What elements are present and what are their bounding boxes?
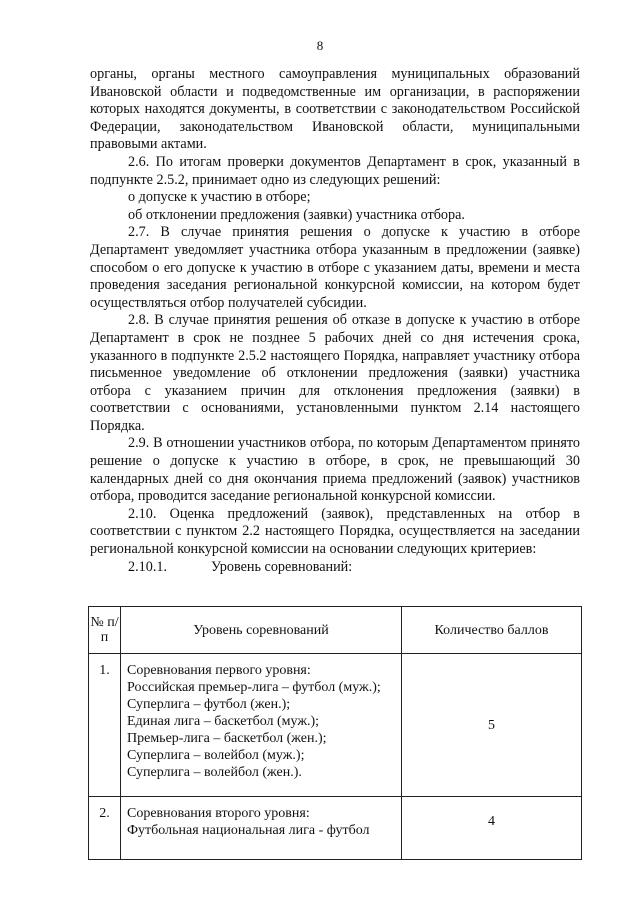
paragraph-2-8: 2.8. В случае принятия решения об отказе в допуске к участию в отборе Департамент в срок не позднее 5 рабочих дней со дня истечения срока, указанного в подпункте 2.5.2 настоящего Порядка, направляет участнику отбора письменное уведомление об отклонении предложения (заявки) участника отбора с указанием причин для отклонения предложения (заявки) в соответствии с основаниями, установленными пунктом 2.14 настоящего Порядка. [90, 312, 580, 434]
row-level-line: Премьер-лига – баскетбол (жен.); [127, 731, 327, 746]
criteria-table [88, 606, 582, 860]
paragraph-continuation: органы, органы местного самоуправления муниципальных образований Ивановской области и подведомственные им организации, в распоряжении которых находятся документы, в соответствии с законодательством Российской Федерации, законодательством Ивановской области, муниципальными правовыми актами. [90, 66, 580, 153]
row-level-line: Суперлига – футбол (жен.); [127, 697, 291, 712]
row-level-line: Суперлига – волейбол (муж.); [127, 748, 305, 763]
paragraph-2-10: 2.10. Оценка предложений (заявок), представленных на отбор в соответствии с пунктом 2.2 настоящего Порядка, осуществляется на заседании региональной конкурсной комиссии на основании следующих критериев: [90, 505, 580, 558]
paragraph-2-6-option-admit: о допуске к участию в отборе; [128, 189, 311, 206]
row-level [121, 654, 402, 797]
subheading-number: 2.10.1. [128, 558, 168, 575]
row-number: 1. [89, 654, 121, 797]
table-row [89, 654, 582, 797]
row-score: 4 [402, 797, 582, 860]
table-header-row [89, 607, 582, 654]
header-level: Уровень соревнований [121, 607, 402, 654]
paragraph-2-9: 2.9. В отношении участников отбора, по которым Департаментом принято решение о допуске к участию в отборе, в срок, не превышающий 30 календарных дней со дня окончания приема предложений (заявок) участников отбора, проводится заседание региональной конкурсной комиссии. [90, 435, 580, 505]
header-score: Количество баллов [402, 607, 582, 654]
subheading-title: Уровень соревнований: [211, 558, 353, 575]
subheading-2-10-1 [90, 559, 580, 577]
row-level-line: Соревнования первого уровня: [127, 663, 311, 678]
row-level-line: Единая лига – баскетбол (муж.); [127, 714, 320, 729]
row-level-line: Соревнования второго уровня: [127, 806, 310, 821]
row-number: 2. [89, 797, 121, 860]
paragraph-2-6: 2.6. По итогам проверки документов Департамент в срок, указанный в подпункте 2.5.2, принимает одно из следующих решений: [90, 153, 580, 188]
row-level-line: Российская премьер-лига – футбол (муж.); [127, 680, 381, 695]
row-level [121, 797, 402, 860]
document-body [90, 66, 580, 576]
row-level-line: Футбольная национальная лига - футбол [127, 823, 370, 838]
paragraph-2-6-option-reject: об отклонении предложения (заявки) участника отбора. [128, 206, 465, 223]
header-num: № п/п [89, 607, 121, 654]
table-row [89, 797, 582, 860]
row-score: 5 [402, 654, 582, 797]
paragraph-2-7: 2.7. В случае принятия решения о допуске к участию в отборе Департамент уведомляет участника отбора указанным в предложении (заявке) способом о его допуске к участию в отборе с указанием даты, времени и места проведения заседания региональной конкурсной комиссии, на котором будет осуществляться отбор получателей субсидии. [90, 224, 580, 311]
page-number: 8 [316, 38, 324, 53]
row-level-line: Суперлига – волейбол (жен.). [127, 765, 302, 780]
